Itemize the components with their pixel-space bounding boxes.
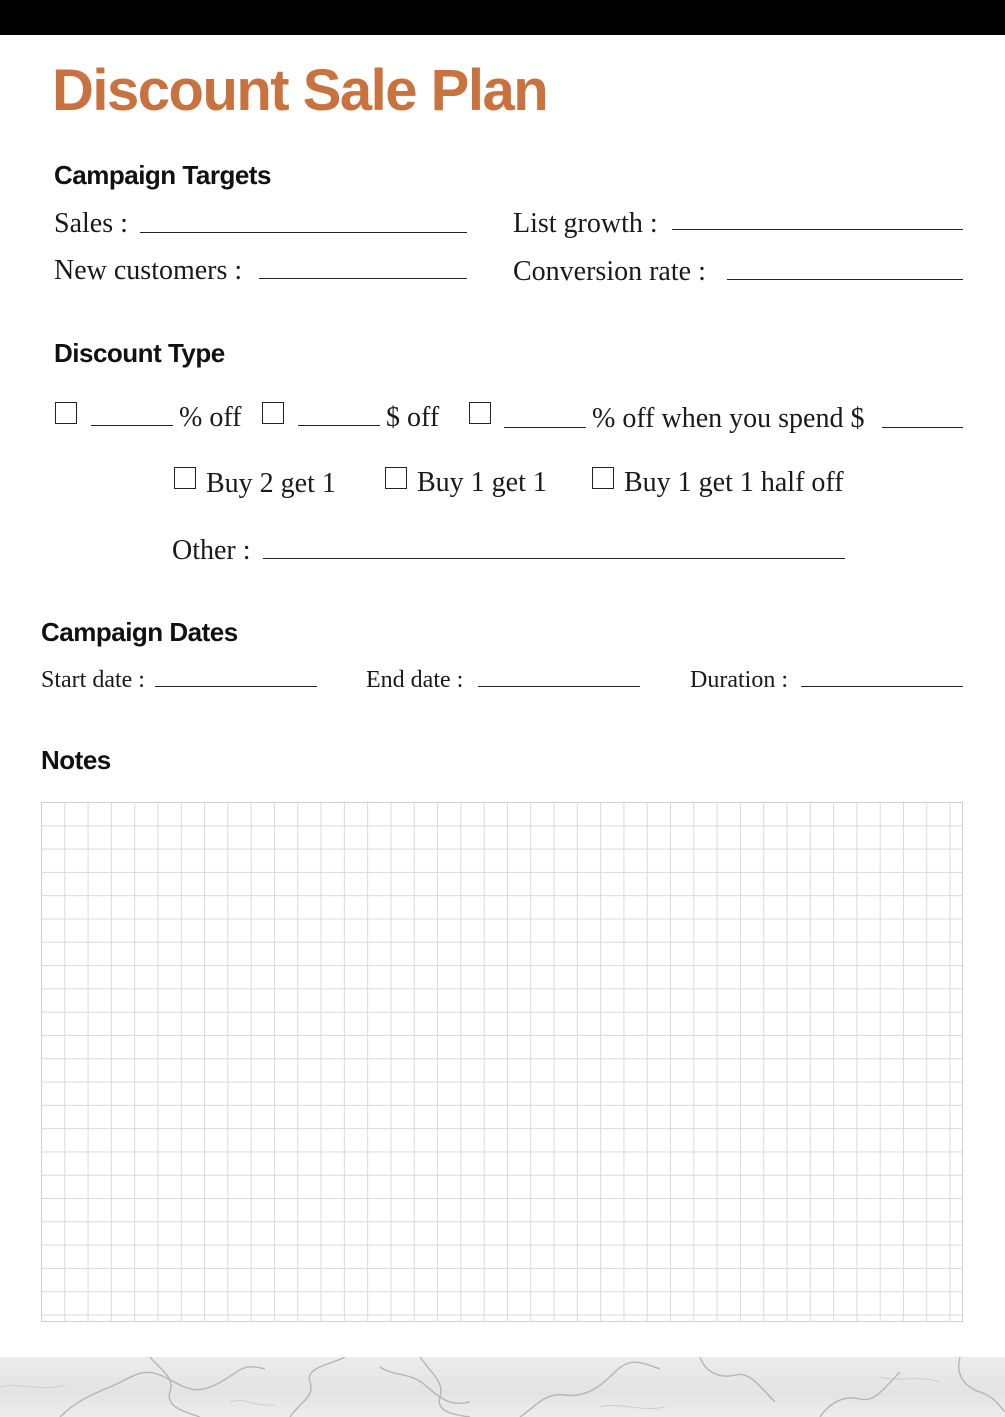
end-date-label: End date : [366,667,464,693]
end-date-field[interactable] [478,686,640,687]
page-title: Discount Sale Plan [52,58,548,123]
percent-off-field[interactable] [91,425,173,426]
conversion-rate-field[interactable] [727,279,963,280]
buy2get1-checkbox[interactable] [174,467,196,489]
buy1get1-checkbox[interactable] [385,467,407,489]
marble-texture [0,1357,1005,1417]
marble-footer [0,1357,1005,1417]
campaign-targets-heading: Campaign Targets [54,160,271,190]
spend-percent-field[interactable] [504,427,586,428]
other-label: Other : [172,535,251,566]
spend-amount-field[interactable] [882,427,963,428]
list-growth-field[interactable] [672,229,963,230]
percent-off-label: % off [179,402,242,433]
start-date-label: Start date : [41,667,145,693]
new-customers-label: New customers : [54,255,243,286]
campaign-dates-heading: Campaign Dates [41,617,238,647]
buy2get1-label: Buy 2 get 1 [206,468,336,499]
start-date-field[interactable] [155,686,317,687]
top-bar [0,0,1005,35]
spend-label: % off when you spend $ [592,403,865,434]
conversion-rate-label: Conversion rate : [513,256,706,287]
spend-checkbox[interactable] [469,402,491,424]
duration-label: Duration : [690,667,788,693]
buy1half-checkbox[interactable] [592,467,614,489]
sales-field[interactable] [140,232,467,233]
buy1half-label: Buy 1 get 1 half off [624,467,844,498]
buy1get1-label: Buy 1 get 1 [417,467,547,498]
percent-off-checkbox[interactable] [55,402,77,424]
new-customers-field[interactable] [259,278,467,279]
discount-type-heading: Discount Type [54,338,225,368]
notes-grid[interactable] [41,802,963,1322]
duration-field[interactable] [801,686,963,687]
dollar-off-field[interactable] [298,425,380,426]
sales-label: Sales : [54,208,128,239]
list-growth-label: List growth : [513,208,658,239]
dollar-off-label: $ off [386,402,440,433]
notes-heading: Notes [41,745,111,775]
other-field[interactable] [263,558,845,559]
dollar-off-checkbox[interactable] [262,402,284,424]
